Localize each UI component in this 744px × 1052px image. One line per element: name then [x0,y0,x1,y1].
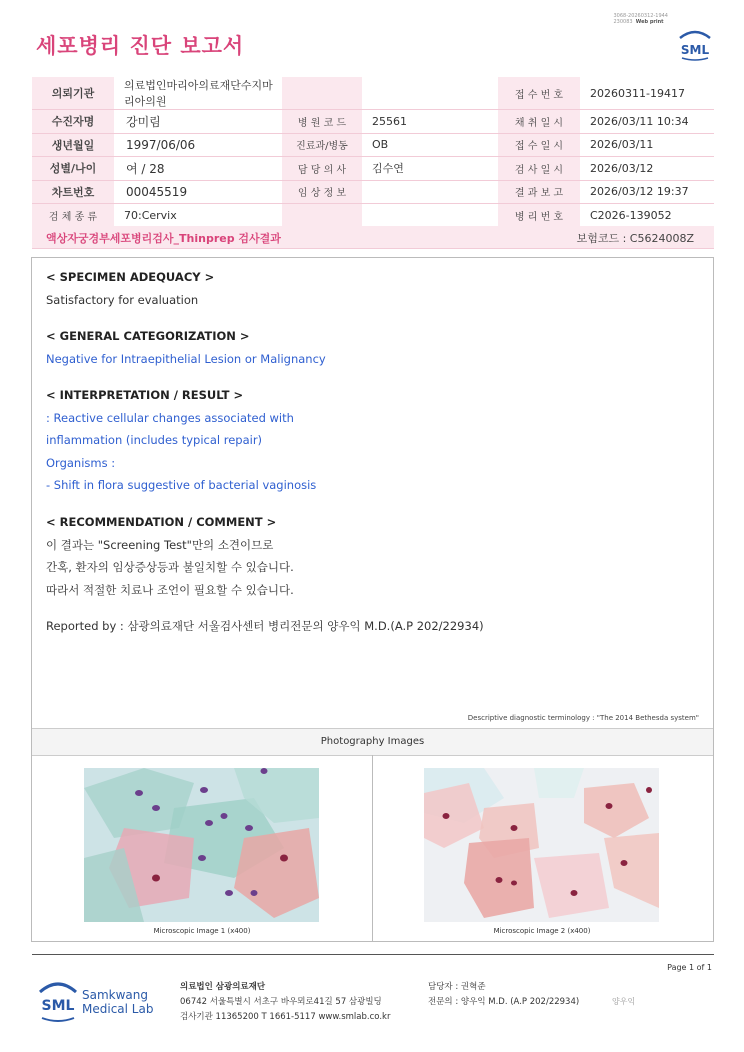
microscopic-image-1 [84,768,319,922]
info-value: 1997/06/06 [114,133,282,157]
section-heading: < RECOMMENDATION / COMMENT > [46,515,277,529]
info-row [32,180,714,204]
section-heading: < SPECIMEN ADEQUACY > [46,270,215,284]
info-label: 결 과 보 고 [498,180,580,204]
terminology-note: Descriptive diagnostic terminology : "The 2014 Bethesda system" [467,714,699,722]
section-text: 이 결과는 "Screening Test"만의 소견이므로 [46,537,274,552]
page-number: Page 1 of 1 [667,963,712,972]
section-text: Satisfactory for evaluation [46,292,199,307]
sml-footer-logo-icon [36,978,80,1026]
info-value [362,180,498,204]
info-value: 70:Cervix [114,204,282,228]
logo-text-line1: Samkwang [82,988,148,1002]
info-row [32,133,714,157]
info-value: 의료법인마리아의료재단수지마리아의원 [114,77,282,110]
info-label: 수진자명 [32,110,114,134]
general-categorization-section [46,325,326,370]
section-text: Negative for Intraepithelial Lesion or Malignancy [46,351,326,366]
info-value: 2026/03/12 19:37 [580,180,714,204]
patient-info-table [32,77,714,228]
photo-divider [372,755,373,941]
info-label: 접 수 일 시 [498,133,580,157]
info-value: 김수연 [362,157,498,181]
info-label: 담 당 의 사 [282,157,362,181]
info-label: 의뢰기관 [32,77,114,110]
insurance-code: 보험코드 : C5624008Z [576,232,694,245]
microscopic-image-2 [424,768,659,922]
organization-name: 의료법인 삼광의료재단 [180,982,266,992]
section-text: inflammation (includes typical repair) [46,433,263,447]
reported-by-text: Reported by : 삼광의료재단 서울검사센터 병리전문의 양우익 M.D.(A.P 202/22934) [46,619,484,633]
reported-by [46,615,484,638]
specimen-adequacy-section [46,266,214,311]
info-row [32,77,714,110]
footer-divider [32,954,714,955]
report-title: 세포병리 진단 보고서 [36,34,245,58]
info-value: OB [362,133,498,157]
info-label: 성별/나이 [32,157,114,181]
svg-text:SML: SML [680,43,710,57]
interpretation-section [46,384,316,497]
section-text: - Shift in flora suggestive of bacterial vaginosis [46,478,317,492]
info-value [362,204,498,228]
sml-logo-icon [676,28,714,62]
info-label: 생년월일 [32,133,114,157]
info-label [282,204,362,228]
info-value: 25561 [362,110,498,134]
info-value: C2026-139052 [580,204,714,228]
info-value: 2026/03/11 [580,133,714,157]
info-label: 검 사 일 시 [498,157,580,181]
web-print-label: Web print [635,19,664,25]
info-row [32,204,714,228]
document-id-line1: 3068-20260312-1944 [613,13,668,19]
info-label: 검 체 종 류 [32,204,114,228]
image-2-caption: Microscopic Image 2 (x400) [493,927,591,935]
report-body [31,257,714,942]
document-id-line2: 230083 [613,19,633,25]
info-value: 20260311-19417 [580,77,714,110]
info-value: 2026/03/11 10:34 [580,110,714,134]
info-label: 진료과/병동 [282,133,362,157]
manager-line: 담당자 : 권혁준 [428,982,486,992]
recommendation-section [46,511,294,601]
organization-address: 06742 서울특별시 서초구 바우뫼로41길 57 삼광빌딩 [180,997,382,1007]
info-label: 채 취 일 시 [498,110,580,134]
logo-text-line2: Medical Lab [82,1002,154,1016]
info-row [32,110,714,134]
organization-contact: 검사기관 11365200 T 1661-5117 www.smlab.co.kr [180,1012,391,1022]
info-label: 차트번호 [32,180,114,204]
info-label: 병 원 코 드 [282,110,362,134]
info-value: 여 / 28 [114,157,282,181]
specialist-signature: 양우익 [612,997,636,1006]
section-text: Organisms : [46,455,116,470]
info-label: 접 수 번 호 [498,77,580,110]
info-row [32,157,714,181]
info-label: 병 리 번 호 [498,204,580,228]
specialist-line: 전문의 : 양우익 M.D. (A.P 202/22934) [428,997,580,1007]
image-1-caption: Microscopic Image 1 (x400) [153,927,251,935]
info-value: 00045519 [114,180,282,204]
organization-info [180,980,390,1025]
staff-info [428,980,579,1010]
test-name-bar [32,226,714,249]
section-text: : Reactive cellular changes associated with [46,410,294,425]
section-heading: < GENERAL CATEGORIZATION > [46,329,250,343]
info-value [362,77,498,110]
info-label: 임 상 정 보 [282,180,362,204]
info-value: 2026/03/12 [580,157,714,181]
section-heading: < INTERPRETATION / RESULT > [46,388,244,402]
logo-mark-text: SML [41,998,75,1014]
info-label [282,77,362,110]
info-value: 강미림 [114,110,282,134]
photo-section-title: Photography Images [32,728,713,756]
document-id [613,13,668,25]
section-text: 따라서 적절한 치료나 조언이 필요할 수 있습니다. [46,582,294,597]
test-name: 액상자궁경부세포병리검사_Thinprep 검사결과 [46,232,281,245]
section-text: 간혹, 환자의 임상증상등과 불일치할 수 있습니다. [46,560,294,574]
